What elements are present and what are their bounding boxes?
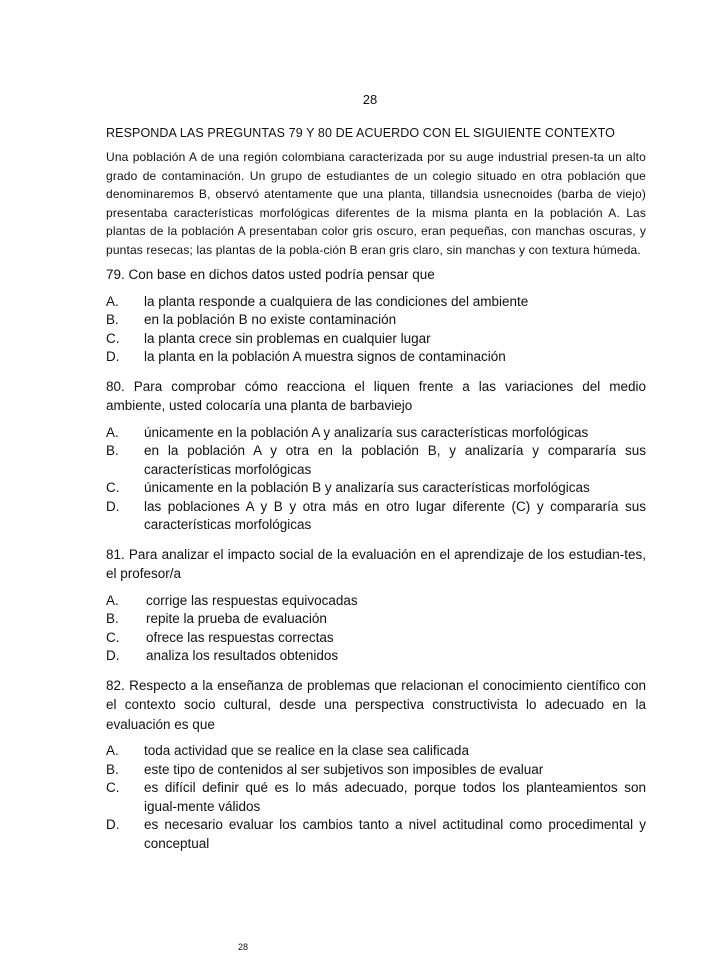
option-letter: C. [106,629,120,645]
option-b [106,610,646,629]
option-c [106,479,646,498]
option-letter: A. [106,293,119,309]
option-text: en la población B no existe contaminación [144,312,397,327]
question-stem: 82. Respecto a la enseñanza de problemas que relacionan el conocimiento científico con el contexto socio cultural, desde una perspectiva constructivista lo adecuado en la evaluación es que [106,677,646,732]
option-letter: B. [106,761,119,777]
option-c [106,330,646,349]
option-letter: B. [106,611,119,626]
option-letter: D. [106,817,120,832]
option-text: la planta en la población A muestra signos de contaminación [144,349,506,364]
option-d [106,498,646,535]
option-text: analiza los resultados obtenidos [146,648,339,663]
option-letter: B. [106,312,119,327]
option-list [106,742,646,853]
option-letter: D. [106,648,120,663]
option-text: únicamente en la población A y analizaría sus características morfológicas [144,424,589,440]
page-content [106,124,646,863]
option-text: este tipo de contenidos al ser subjetivos son imposibles de evaluar [144,761,544,777]
option-text: corrige las respuestas equivocadas [146,592,358,608]
option-text: las poblaciones A y B y otra más en otro lugar diferente (C) y compararía sus características morfológicas [144,498,646,532]
question-stem: 80. Para comprobar cómo reacciona el liquen frente a las variaciones del medio ambiente, usted colocaría una planta de barbaviejo [106,378,646,413]
option-letter: C. [106,330,120,346]
option-text: la planta responde a cualquiera de las condiciones del ambiente [144,293,529,309]
page-number-top: 28 [362,92,378,107]
option-c [106,779,646,816]
option-list [106,293,646,367]
option-text: en la población A y otra en la población B, y analizaría y compararía sus características morfológicas [144,443,646,477]
option-letter: D. [106,349,120,364]
option-d [106,348,646,367]
option-a [106,293,646,312]
option-text: es necesario evaluar los cambios tanto a nivel actitudinal como procedimental y conceptual [144,817,646,851]
option-b [106,442,646,479]
option-letter: C. [106,780,120,795]
option-letter: D. [106,498,120,514]
option-letter: A. [106,743,119,758]
option-letter: A. [106,424,119,440]
option-c [106,629,646,648]
question-82 [106,676,646,854]
option-a [106,424,646,443]
option-text: únicamente en la población B y analizaría sus características morfológicas [144,480,590,495]
question-79 [106,265,646,367]
section-heading: RESPONDA LAS PREGUNTAS 79 Y 80 DE ACUERDO CON EL SIGUIENTE CONTEXTO [106,126,615,140]
question-stem: 81. Para analizar el impacto social de la evaluación en el aprendizaje de los estudian-tes, el profesor/a [106,546,646,581]
option-text: repite la prueba de evaluación [146,611,327,626]
question-81 [106,545,646,666]
option-a [106,592,646,611]
question-80 [106,377,646,535]
option-letter: B. [106,443,119,458]
question-stem: 79. Con base en dichos datos usted podría pensar que [106,267,435,282]
option-letter: C. [106,480,120,495]
option-text: toda actividad que se realice en la clase sea calificada [144,743,469,758]
option-b [106,311,646,330]
option-a [106,742,646,761]
option-d [106,647,646,666]
option-d [106,816,646,853]
page-number-bottom: 28 [238,942,249,952]
option-b [106,761,646,780]
option-text: ofrece las respuestas correctas [146,629,334,645]
option-letter: A. [106,592,119,608]
option-list [106,424,646,535]
option-text: es difícil definir qué es lo más adecuado, porque todos los planteamientos son igual-mente válidos [144,780,646,814]
context-paragraph: Una población A de una región colombiana caracterizada por su auge industrial presen-ta un alto grado de contaminación. Un grupo de estudiantes de un colegio situado en otra población que denominaremos B, observó atentamente que una planta, tillandsia usnecnoides (barba de viejo) presentaba características morfológicas diferentes de la misma planta en la población A. Las plantas de la población A presentaban color gris oscuro, eran pequeñas, con manchas oscuras, y puntas resecas; las plantas de la pobla-ción B eran gris claro, sin manchas y con textura húmeda. [106,150,646,257]
option-list [106,592,646,666]
option-text: la planta crece sin problemas en cualquier lugar [144,330,431,346]
